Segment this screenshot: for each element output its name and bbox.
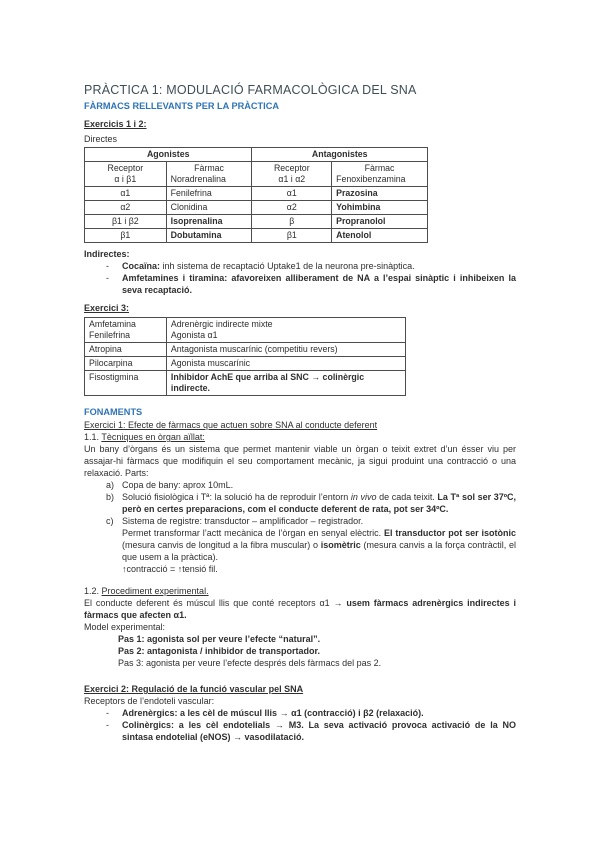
farmac-cell: Propranolol xyxy=(332,215,428,229)
table-row xyxy=(85,343,406,357)
list-item-text: Amfetamines i tiramina: afavoreixen alliberament de NA a l’espai sinàptic i inhibeixen la seva recaptació. xyxy=(122,273,516,295)
dash-bullet: - xyxy=(106,720,109,730)
list-item-text: Adrenèrgics: a les cèl de múscul llis → α1 (contracció) i β2 (relaxació). xyxy=(122,708,424,718)
section-number: 1.2. xyxy=(84,586,102,596)
list-marker: b) xyxy=(106,492,115,502)
label-directes: Directes xyxy=(84,134,118,144)
text-segment: de cada teixit. xyxy=(376,492,438,502)
table-row xyxy=(85,229,428,243)
column-header: Receptor xyxy=(273,163,310,173)
heading-1-2 xyxy=(84,585,516,597)
receptor-cell: α2 xyxy=(85,201,167,215)
text-segment-bold: La Tª sol ser 37ºC, però en certes preparacions, com el conducte deferent de rata, pot ser 34ºC. xyxy=(122,492,516,514)
heading-exercici-3: Exercici 3: xyxy=(84,303,130,313)
paragraph-bany-organs: Un bany d’òrgans és un sistema que permet mantenir viable un òrgan o teixit extret d’un ésser viu per assajar-hi fàrmacs que modifiquin el seu comportament mecànic, ja sigui produint una contracció o una relaxació. Parts: xyxy=(84,444,516,478)
farmac-cell: Clonidina xyxy=(166,201,252,215)
section-title: Procediment experimental. xyxy=(101,586,209,596)
drug-name: Amfetamina xyxy=(89,319,136,329)
table-row xyxy=(85,148,428,162)
step-pas-3: Pas 3: agonista per veure l’efecte després dels fàrmacs del pas 2. xyxy=(118,658,382,668)
agonistes-header-cell: Agonistes xyxy=(85,148,252,162)
farmac-cell: Dobutamina xyxy=(166,229,252,243)
list-marker: c) xyxy=(106,516,114,526)
step-pas-1: Pas 1: agonista sol per veure l’efecte “natural”. xyxy=(118,634,321,644)
label-model-experimental: Model experimental: xyxy=(84,622,166,632)
table-row xyxy=(85,371,406,396)
dash-bullet: - xyxy=(106,273,109,283)
receptor-cell: β1 xyxy=(85,229,167,243)
table-row xyxy=(85,201,428,215)
dash-bullet: - xyxy=(106,708,109,718)
drug-name: Fenilefrina xyxy=(89,330,131,340)
text-segment: Solució fisiològica i Tª: la solució ha de reproduir l’entorn xyxy=(122,492,351,502)
farmac-cell xyxy=(166,162,252,187)
section-heading-fonaments: FONAMENTS xyxy=(84,407,143,417)
drug-cell xyxy=(85,318,167,343)
list-item xyxy=(106,719,516,743)
text-segment-bold: El transductor pot ser isotònic xyxy=(383,528,516,538)
table-row xyxy=(85,318,406,343)
note-contraccio: ↑contracció = ↑tensió fil. xyxy=(122,564,218,574)
drug-cell: Fisostigmina xyxy=(85,371,167,396)
list-marker: a) xyxy=(106,480,115,490)
heading-exercici-2: Exercici 2: Regulació de la funció vascular pel SNA xyxy=(84,684,304,694)
section-number: 1.1. xyxy=(84,432,102,442)
column-header: Receptor xyxy=(107,163,144,173)
farmac-value: Noradrenalina xyxy=(170,174,226,184)
table-row xyxy=(85,187,428,201)
heading-exercicis-1-2: Exercicis 1 i 2: xyxy=(84,119,147,129)
paragraph-transductor xyxy=(122,527,516,575)
text-segment-bold: isomètric xyxy=(320,540,361,550)
text-segment: El conducte deferent és múscul llis que conté receptors α1 → xyxy=(84,598,347,608)
farmac-cell: Prazosina xyxy=(332,187,428,201)
step-pas-2: Pas 2: antagonista / inhibidor de transportador. xyxy=(118,646,321,656)
farmac-cell: Isoprenalina xyxy=(166,215,252,229)
text-segment: inh sistema de recaptació Uptake1 de la neurona pre-sinàptica. xyxy=(160,261,415,271)
receptor-cell xyxy=(85,162,167,187)
receptor-cell: α1 xyxy=(85,187,167,201)
table-row xyxy=(85,357,406,371)
label-receptors-endoteli: Receptors de l’endoteli vascular: xyxy=(84,696,215,706)
receptor-cell: β xyxy=(252,215,332,229)
drug-cell: Atropina xyxy=(85,343,167,357)
heading-exercici-1: Exercici 1: Efecte de fàrmacs que actuen sobre SNA al conducte deferent xyxy=(84,420,378,430)
list-item-text: Colinèrgics: a les cèl endotelials → M3. La seva activació provoca activació de la NO sintasa endotelial (eNOS) → vasodilatació. xyxy=(122,720,516,742)
table-row xyxy=(85,162,428,187)
drug-cell: Pilocarpina xyxy=(85,357,167,371)
desc-cell xyxy=(166,318,405,343)
paragraph-conducte-deferent xyxy=(84,597,516,621)
text-segment: Cocaïna: xyxy=(122,261,161,271)
receptor-value: α i β1 xyxy=(114,174,137,184)
list-item xyxy=(106,707,516,719)
text-segment: Permet transformar l’actt mecànica de l’òrgan en senyal elèctric. xyxy=(122,528,384,538)
column-header: Fàrmac xyxy=(194,163,224,173)
farmac-cell: Fenilefrina xyxy=(166,187,252,201)
drug-desc: Adrenèrgic indirecte mixte xyxy=(170,319,273,329)
dash-bullet: - xyxy=(106,261,109,271)
receptor-cell: α2 xyxy=(252,201,332,215)
farmac-cell xyxy=(332,162,428,187)
desc-cell: Antagonista muscarínic (competitiu revers) xyxy=(166,343,405,357)
text-segment: (mesura canvis de longitud a la fibra muscular) o xyxy=(122,540,321,550)
farmac-cell: Atenolol xyxy=(332,229,428,243)
list-item xyxy=(106,272,516,296)
list-item-text: Sistema de registre: transductor – amplificador – registrador. xyxy=(122,516,364,526)
receptor-value: α1 i α2 xyxy=(278,174,306,184)
receptor-cell: β1 i β2 xyxy=(85,215,167,229)
label-indirectes: Indirectes: xyxy=(84,249,130,259)
exercici3-table xyxy=(84,317,406,396)
directes-table xyxy=(84,147,428,243)
table-row xyxy=(85,215,428,229)
paragraph-text xyxy=(122,527,516,563)
list-item-b xyxy=(106,491,516,515)
receptor-cell xyxy=(252,162,332,187)
list-item xyxy=(106,260,516,272)
list-item-c xyxy=(106,515,516,527)
list-item-text xyxy=(122,260,516,272)
column-header: Fàrmac xyxy=(364,163,395,173)
text-segment: (mesura canvis a la força contràctil, el que usem a la pràctica). xyxy=(122,540,516,562)
section-title: Tècniques en òrgan aïllat: xyxy=(101,432,205,442)
receptor-cell: α1 xyxy=(252,187,332,201)
text-segment-bold: usem fàrmacs adrenèrgics indirectes i fàrmacs que afecten α1. xyxy=(84,598,516,620)
list-item-text xyxy=(122,491,516,515)
farmac-value: Fenoxibenzamina xyxy=(336,174,406,184)
drug-desc: Agonista α1 xyxy=(170,330,218,340)
desc-cell: Inhibidor AchE que arriba al SNC → colinèrgic indirecte. xyxy=(166,371,405,396)
text-segment-italic: in vivo xyxy=(350,492,377,502)
desc-cell: Agonista muscarínic xyxy=(166,357,405,371)
list-item-text: Copa de bany: aprox 10mL. xyxy=(122,480,234,490)
receptor-cell: β1 xyxy=(252,229,332,243)
antagonistes-header-cell: Antagonistes xyxy=(252,148,428,162)
page-title: PRÀCTICA 1: MODULACIÓ FARMACOLÒGICA DEL SNA xyxy=(84,83,417,97)
farmac-cell: Yohimbina xyxy=(332,201,428,215)
heading-1-1 xyxy=(84,431,516,443)
section-heading-farmacs: FÀRMACS RELLEVANTS PER LA PRÀCTICA xyxy=(84,101,279,111)
list-item-a xyxy=(106,479,516,491)
